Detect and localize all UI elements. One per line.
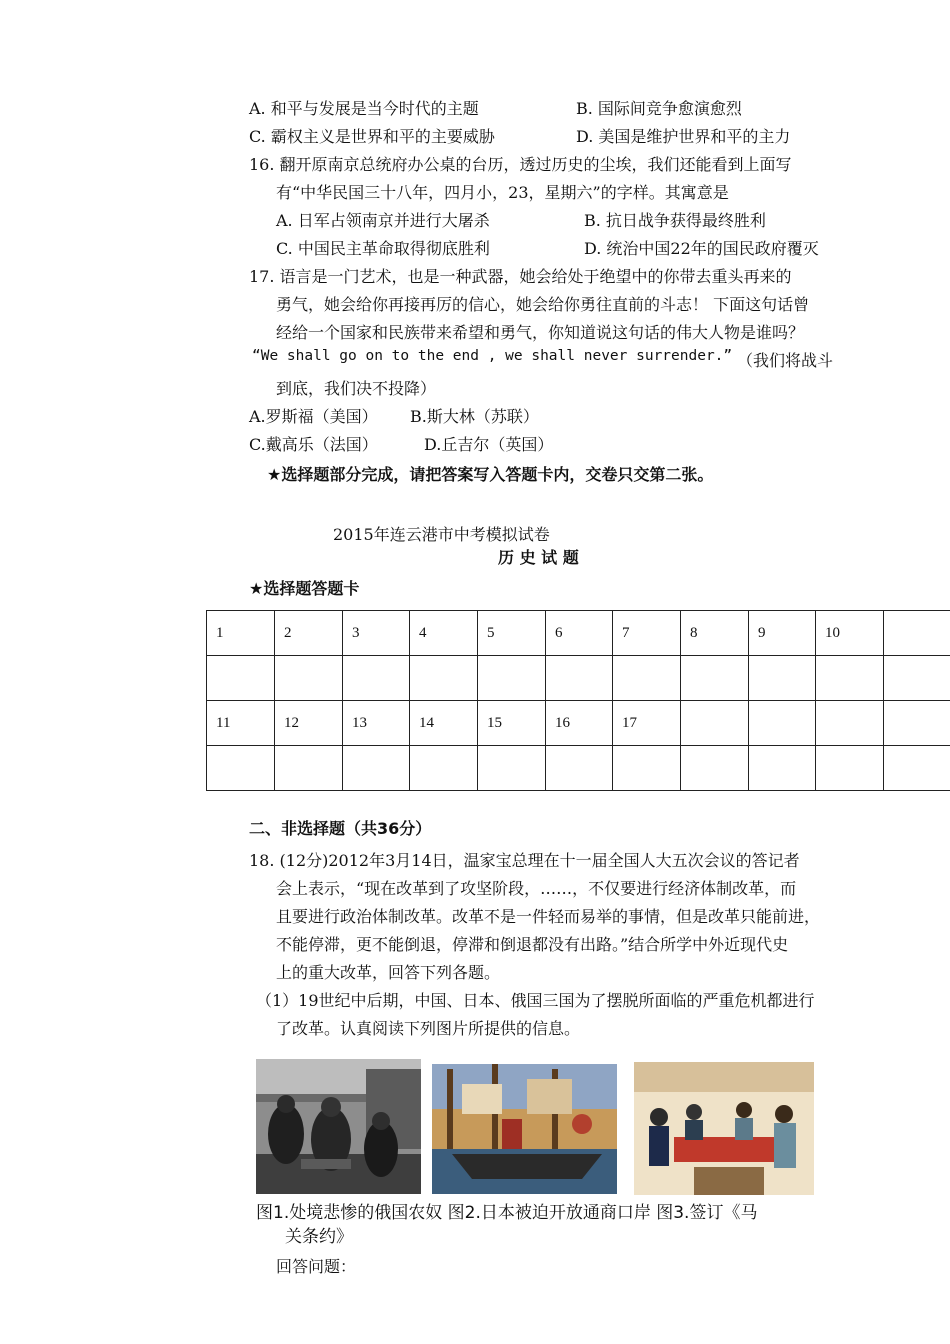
q15-option-d: D. 美国是维护世界和平的主力 [576,127,791,146]
card-number-cell [884,611,950,656]
card-number-cell: 4 [410,611,478,656]
card-answer-cell[interactable] [681,746,749,791]
card-number-cell: 14 [410,701,478,746]
q17-quote-translation: （我们将战斗 [737,351,834,370]
card-number-cell: 16 [546,701,613,746]
subject-title: 历 史 试 题 [498,548,579,567]
answer-card-table [206,610,950,791]
card-number-cell [816,701,884,746]
card-answer-cell[interactable] [478,656,546,701]
card-answer-cell[interactable] [343,746,410,791]
q16-option-c: C. 中国民主革命取得彻底胜利 [276,239,490,258]
card-answer-cell[interactable] [749,746,816,791]
q18-stem-line1: 18. (12分)2012年3月14日，温家宝总理在十一届全国人大五次会议的答记者 [249,851,800,870]
q18-stem-line4: 不能停滞，更不能倒退，停滞和倒退都没有出路。”结合所学中外近现代史 [276,935,789,954]
card-answer-cell[interactable] [410,656,478,701]
card-answer-cell[interactable] [275,746,343,791]
card-number-cell: 12 [275,701,343,746]
answer-prompt: 回答问题： [276,1257,357,1276]
card-number-cell: 3 [343,611,410,656]
q18-stem-line3: 且要进行政治体制改革。改革不是一件轻而易举的事情，但是改革只能前进， [276,907,821,926]
q16-stem-line2: 有“中华民国三十八年，四月小，23，星期六”的字样。其寓意是 [276,183,729,202]
card-number-cell: 2 [275,611,343,656]
answer-sheet-notice: ★选择题部分完成，请把答案写入答题卡内，交卷只交第二张。 [267,465,714,484]
card-number-cell: 6 [546,611,613,656]
card-number-cell: 13 [343,701,410,746]
card-answer-cell[interactable] [884,656,950,701]
card-answer-cell[interactable] [410,746,478,791]
card-answer-cell[interactable] [816,656,884,701]
card-answer-cell[interactable] [816,746,884,791]
card-number-cell: 17 [613,701,681,746]
q18-sub1-line1: （1）19世纪中后期，中国、日本、俄国三国为了摆脱所面临的严重危机都进行 [256,991,815,1010]
answer-card-answer-row-2 [207,746,950,791]
figure-caption-line2: 关条约》 [285,1227,353,1247]
card-answer-cell[interactable] [681,656,749,701]
q15-option-c: C. 霸权主义是世界和平的主要威胁 [249,127,495,146]
card-number-cell: 1 [207,611,275,656]
q17-stem-line1: 17. 语言是一门艺术，也是一种武器，她会给处于绝望中的你带去重头再来的 [249,267,792,286]
figure-caption-line1: 图1.处境悲惨的俄国农奴 图2.日本被迫开放通商口岸 图3.签订《马 [256,1203,758,1223]
card-number-cell: 10 [816,611,884,656]
answer-card-title: ★选择题答题卡 [249,579,360,598]
q18-stem-line2: 会上表示，“现在改革到了攻坚阶段，……，不仅要进行经济体制改革，而 [276,879,797,898]
card-number-cell: 9 [749,611,816,656]
card-number-cell [884,701,950,746]
figure1-russian-serfs-image [256,1059,421,1194]
figure2-japan-trade-ports-image [432,1064,617,1194]
answer-card-number-row-1 [207,611,950,656]
q17-option-a: A.罗斯福（美国） [249,407,378,426]
card-number-cell: 8 [681,611,749,656]
card-answer-cell[interactable] [207,746,275,791]
answer-card-number-row-2 [207,701,950,746]
q17-stem-line5: 到底，我们决不投降） [276,379,437,398]
figure3-treaty-signing-image [634,1062,814,1195]
q17-option-d: D.丘吉尔（英国） [424,435,554,454]
q16-option-b: B. 抗日战争获得最终胜利 [584,211,766,230]
card-answer-cell[interactable] [546,656,613,701]
card-number-cell: 5 [478,611,546,656]
card-answer-cell[interactable] [613,656,681,701]
q16-option-d: D. 统治中国22年的国民政府覆灭 [584,239,819,258]
exam-title: 2015年连云港市中考模拟试卷 [333,525,550,544]
card-number-cell: 11 [207,701,275,746]
q17-stem-line3: 经给一个国家和民族带来希望和勇气，你知道说这句话的伟大人物是谁吗？ [276,323,805,342]
q16-stem-line1: 16. 翻开原南京总统府办公桌的台历，透过历史的尘埃，我们还能看到上面写 [249,155,792,174]
q17-stem-line2: 勇气，她会给你再接再厉的信心，她会给你勇往直前的斗志！ 下面这句话曾 [276,295,810,314]
card-answer-cell[interactable] [343,656,410,701]
card-number-cell: 7 [613,611,681,656]
card-answer-cell[interactable] [275,656,343,701]
q17-option-c: C.戴高乐（法国） [249,435,378,454]
card-number-cell [681,701,749,746]
q17-quote: “We shall go on to the end , we shall never surrender.” [252,348,733,364]
card-answer-cell[interactable] [546,746,613,791]
q18-sub1-line2: 了改革。认真阅读下列图片所提供的信息。 [276,1019,581,1038]
card-answer-cell[interactable] [884,746,950,791]
card-answer-cell[interactable] [207,656,275,701]
answer-card-answer-row-1 [207,656,950,701]
q17-option-b: B.斯大林（苏联） [410,407,539,426]
card-answer-cell[interactable] [749,656,816,701]
section2-title: 二、非选择题（共36分） [249,819,432,838]
q15-option-b: B. 国际间竞争愈演愈烈 [576,99,742,118]
card-number-cell: 15 [478,701,546,746]
q16-option-a: A. 日军占领南京并进行大屠杀 [276,211,490,230]
q15-option-a: A. 和平与发展是当今时代的主题 [249,99,479,118]
card-number-cell [749,701,816,746]
card-answer-cell[interactable] [478,746,546,791]
card-answer-cell[interactable] [613,746,681,791]
q18-stem-line5: 上的重大改革，回答下列各题。 [276,963,501,982]
